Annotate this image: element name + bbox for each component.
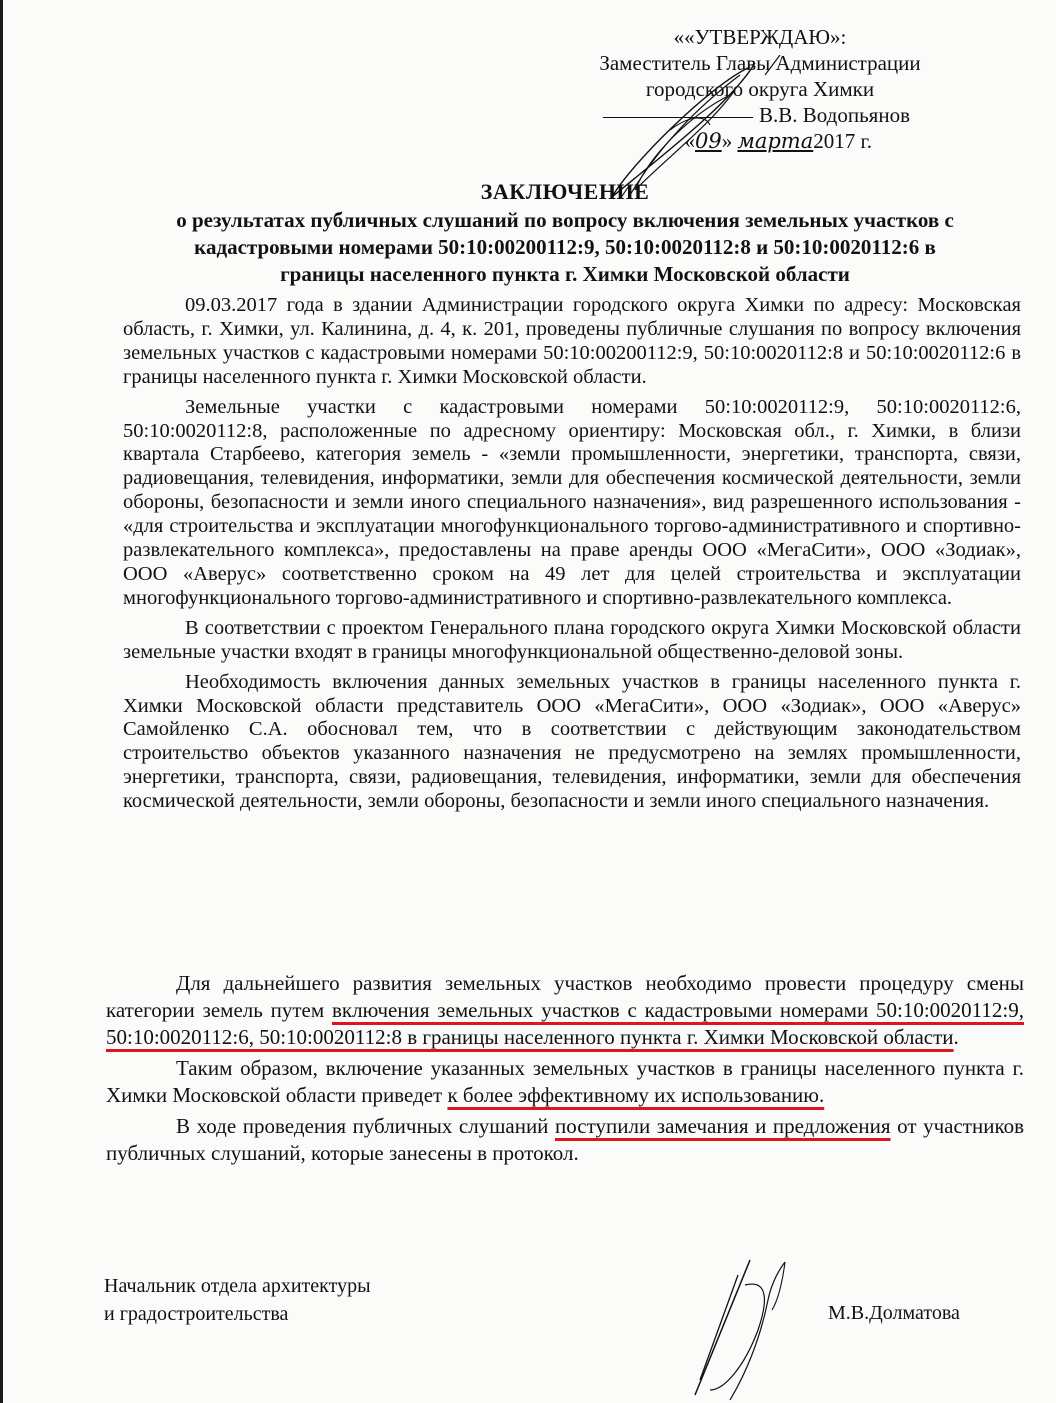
effect-highlight: к более эффективному их использованию.	[447, 1083, 825, 1107]
date-year: 2017 г.	[813, 129, 872, 153]
procedure-text: Для дальнейшего развития земельных участков необходимо провести процедуру смены категории земель путем	[106, 971, 1024, 1022]
footer-signature-icon	[690, 1250, 810, 1403]
procedure-highlight: включения земельных участков с кадастровыми номерами 50:10:0020112:9, 50:10:0020112:6, 50:10:0020112:8 в границы населенного пункта г. Химки Московской области	[106, 998, 1024, 1049]
signature-blank	[603, 117, 753, 118]
paragraph-justification: Необходимость включения данных земельных участков в границы населенного пункта г. Химки Московской области представитель ООО «МегаСити», ООО «Зодиак», ООО «Аверус» Самойленко С.А. обосновал тем, что в соответствии с действующим законодательством строительство объектов указанного назначения не предусмотрено на землях промышленности, энергетики, транспорта, связи, радиовещания, телевидения, информатики, земли для обеспечения космической деятельности, земли обороны, безопасности и земли иного специального назначения.	[123, 670, 1021, 813]
title-subtitle-line3: границы населенного пункта г. Химки Московской области	[280, 262, 850, 286]
paragraph-effect	[106, 1055, 1024, 1109]
approval-block	[560, 24, 960, 154]
paragraph-procedure	[106, 970, 1024, 1051]
scan-edge	[0, 0, 3, 1403]
date-day: 09	[694, 129, 722, 153]
paragraph-land-plots: Земельные участки с кадастровыми номерами 50:10:0020112:9, 50:10:0020112:6, 50:10:0020112:8, расположенные по адресному ориентиру: Московская обл., г. Химки, в близи квартала Старбеево, категория земель - «земли промышленности, энергетики, транспорта, связи, радиовещания, телевидения, информатики, земли для обеспечения космической деятельности, земли обороны, безопасности и земли иного специального назначения», вид разрешенного использования - «для строительства и эксплуатации многофункционального торгово-административного и спортивно-развлекательного комплекса», предоставлены на праве аренды ООО «МегаСити», ООО «Зодиак», ООО «Аверус» соответственно сроком на 49 лет для целей строительства и эксплуатации многофункционального торгово-административного и спортивно-развлекательного комплекса.	[123, 395, 1021, 609]
effect-text: Таким образом, включение указанных земельных участков в границы населенного пункта г. Химки Московской области приведет	[106, 1056, 1024, 1107]
procedure-end: .	[953, 1025, 959, 1049]
remarks-end: от участников публичных слушаний, которые занесены в протокол.	[106, 1114, 1025, 1165]
remarks-text: В ходе проведения публичных слушаний	[176, 1114, 556, 1138]
footer-position-line2: и градостроительства	[104, 1303, 289, 1325]
paragraph-remarks	[106, 1113, 1024, 1167]
document-body-conclusions	[106, 970, 1024, 1167]
date-month: марта	[737, 129, 814, 153]
approval-position-line2: городского округа Химки	[645, 77, 875, 101]
footer-position-line1: Начальник отдела архитектуры	[104, 1275, 371, 1297]
approval-heading: ««УТВЕРЖДАЮ»:	[673, 25, 847, 49]
remarks-highlight: поступили замечания и предложения	[555, 1114, 891, 1138]
footer-name: М.В.Долматова	[828, 1302, 960, 1324]
paragraph-general-plan: В соответствии с проектом Генерального плана городского округа Химки Московской области земельные участки входят в границы многофункциональной общественно-деловой зоны.	[123, 616, 1021, 663]
title-subtitle-line2: кадастровыми номерами 50:10:00200112:9, 50:10:0020112:8 и 50:10:0020112:6 в	[194, 235, 936, 259]
title-subtitle-line1: о результатах публичных слушаний по вопросу включения земельных участков с	[176, 208, 954, 232]
document-body-main	[123, 294, 1021, 814]
approval-signature-line	[560, 102, 960, 128]
title-heading: ЗАКЛЮЧЕНИЕ	[480, 179, 650, 204]
approval-signatory: В.В. Водопьянов	[759, 103, 910, 127]
footer-position	[104, 1272, 371, 1328]
document-title	[130, 178, 1000, 288]
date-close-quote: »	[721, 129, 733, 153]
date-open-quote: «	[684, 129, 695, 153]
approval-position-line1: Заместитель Главы Администрации	[599, 51, 921, 75]
approval-date	[560, 128, 960, 154]
paragraph-hearing-info: 09.03.2017 года в здании Администрации городского округа Химки по адресу: Московская область, г. Химки, ул. Калинина, д. 4, к. 201, проведены публичные слушания по вопросу включения земельных участков с кадастровыми номерами 50:10:00200112:9, 50:10:0020112:8 и 50:10:0020112:6 в границы населенного пункта г. Химки Московской области.	[123, 294, 1021, 388]
